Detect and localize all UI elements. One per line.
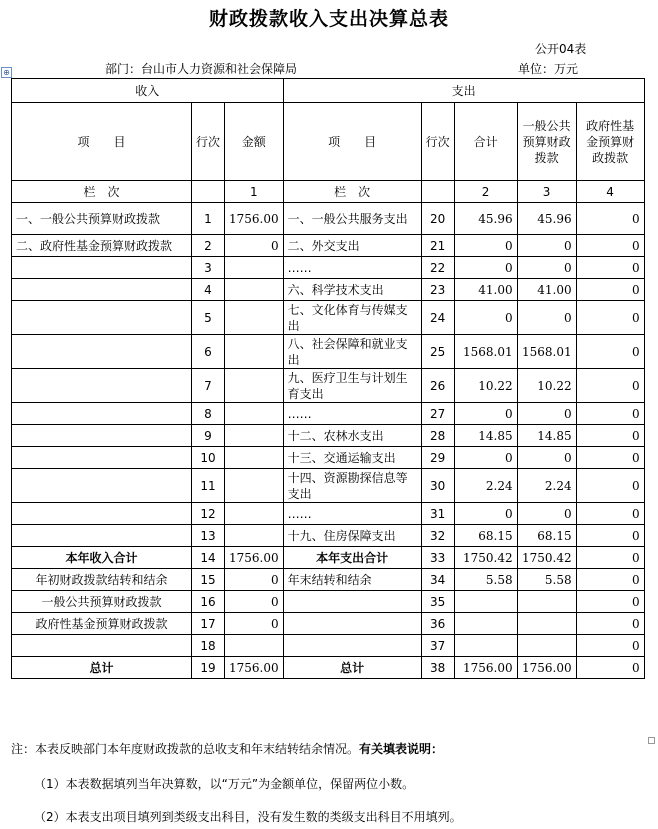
budget-summary-table <box>11 78 645 679</box>
table-row <box>12 657 645 679</box>
general-budget-cell: 10.22 <box>517 369 576 403</box>
column-index-blank-right <box>421 181 454 203</box>
table-row <box>12 425 645 447</box>
income-amount-cell <box>225 403 284 425</box>
table-move-handle-icon[interactable]: ⊕ <box>1 67 12 78</box>
column-index-4: 4 <box>576 181 644 203</box>
income-item-cell: 一、一般公共预算财政拨款 <box>12 203 192 235</box>
expense-total-cell: 1750.42 <box>454 547 517 569</box>
gov-fund-cell: 0 <box>576 369 644 403</box>
income-row-no-cell: 18 <box>192 635 225 657</box>
table-resize-handle[interactable] <box>648 737 655 744</box>
table-row <box>12 235 645 257</box>
expense-item-cell: 十三、交通运输支出 <box>283 447 421 469</box>
income-amount-cell: 1756.00 <box>225 547 284 569</box>
income-item-cell <box>12 425 192 447</box>
expense-item-cell <box>283 591 421 613</box>
expense-total-cell: 5.58 <box>454 569 517 591</box>
general-budget-cell: 0 <box>517 235 576 257</box>
income-amount-cell: 0 <box>225 235 284 257</box>
gov-fund-cell: 0 <box>576 447 644 469</box>
table-row <box>12 591 645 613</box>
income-amount-header: 金额 <box>225 103 284 181</box>
expense-total-cell: 41.00 <box>454 279 517 301</box>
general-budget-cell <box>517 591 576 613</box>
expense-total-cell: 0 <box>454 503 517 525</box>
expense-row-no-cell: 38 <box>421 657 454 679</box>
income-item-cell: 总计 <box>12 657 192 679</box>
gov-fund-cell: 0 <box>576 503 644 525</box>
gov-fund-cell: 0 <box>576 613 644 635</box>
expense-total-cell: 0 <box>454 447 517 469</box>
income-row-no-cell: 3 <box>192 257 225 279</box>
expense-item-cell <box>283 613 421 635</box>
table-row <box>12 403 645 425</box>
expense-total-cell: 0 <box>454 403 517 425</box>
table-row <box>12 469 645 503</box>
expense-total-cell: 0 <box>454 301 517 335</box>
expense-row-no-cell: 20 <box>421 203 454 235</box>
expense-item-cell: 总计 <box>283 657 421 679</box>
income-row-no-cell: 12 <box>192 503 225 525</box>
expense-item-cell: 年末结转和结余 <box>283 569 421 591</box>
income-header: 收入 <box>12 79 284 103</box>
income-row-no-cell: 17 <box>192 613 225 635</box>
table-row <box>12 203 645 235</box>
expense-row-no-cell: 28 <box>421 425 454 447</box>
income-row-no-cell: 4 <box>192 279 225 301</box>
income-item-cell <box>12 403 192 425</box>
general-budget-cell: 5.58 <box>517 569 576 591</box>
expense-total-cell: 0 <box>454 235 517 257</box>
table-row <box>12 335 645 369</box>
income-row-no-cell: 6 <box>192 335 225 369</box>
expense-row-no-cell: 24 <box>421 301 454 335</box>
note-main: 注：本表反映部门本年度财政拨款的总收支和年末结转结余情况。 <box>11 742 360 756</box>
income-amount-cell: 1756.00 <box>225 657 284 679</box>
unit-label: 单位：万元 <box>518 62 579 76</box>
income-amount-cell <box>225 279 284 301</box>
general-budget-cell: 0 <box>517 257 576 279</box>
gov-fund-cell: 0 <box>576 425 644 447</box>
income-row-no-cell: 8 <box>192 403 225 425</box>
income-amount-cell <box>225 257 284 279</box>
gov-fund-cell: 0 <box>576 335 644 369</box>
expense-row-no-cell: 32 <box>421 525 454 547</box>
table-row <box>12 447 645 469</box>
expense-row-no-header: 行次 <box>421 103 454 181</box>
income-item-cell: 本年收入合计 <box>12 547 192 569</box>
note-2: （2）本表支出项目填列到类级支出科目，没有发生数的类级支出科目不用填列。 <box>34 810 462 824</box>
expense-total-cell <box>454 591 517 613</box>
income-item-cell <box>12 301 192 335</box>
expense-total-cell: 68.15 <box>454 525 517 547</box>
income-amount-cell: 0 <box>225 591 284 613</box>
expense-row-no-cell: 30 <box>421 469 454 503</box>
expense-total-cell: 0 <box>454 257 517 279</box>
gov-fund-cell: 0 <box>576 569 644 591</box>
table-row <box>12 257 645 279</box>
gov-fund-cell: 0 <box>576 301 644 335</box>
report-title: 财政拨款收入支出决算总表 <box>208 8 449 30</box>
table-row <box>12 635 645 657</box>
income-amount-cell <box>225 525 284 547</box>
expense-total-cell: 1756.00 <box>454 657 517 679</box>
income-item-cell <box>12 257 192 279</box>
column-index-blank <box>192 181 225 203</box>
expense-item-cell: 二、外交支出 <box>283 235 421 257</box>
income-amount-cell: 0 <box>225 569 284 591</box>
income-row-no-cell: 7 <box>192 369 225 403</box>
expense-item-cell: 本年支出合计 <box>283 547 421 569</box>
expense-total-cell <box>454 613 517 635</box>
expense-item-cell: …… <box>283 257 421 279</box>
income-amount-cell <box>225 335 284 369</box>
expense-item-cell: 六、科学技术支出 <box>283 279 421 301</box>
expense-row-no-cell: 29 <box>421 447 454 469</box>
gov-fund-cell: 0 <box>576 403 644 425</box>
income-row-no-cell: 1 <box>192 203 225 235</box>
income-item-cell: 一般公共预算财政拨款 <box>12 591 192 613</box>
expense-row-no-cell: 35 <box>421 591 454 613</box>
gov-fund-cell: 0 <box>576 203 644 235</box>
expense-row-no-cell: 37 <box>421 635 454 657</box>
income-row-no-cell: 13 <box>192 525 225 547</box>
general-budget-cell: 68.15 <box>517 525 576 547</box>
column-index-1: 1 <box>225 181 284 203</box>
gov-fund-cell: 0 <box>576 635 644 657</box>
income-amount-cell <box>225 635 284 657</box>
table-row <box>12 503 645 525</box>
general-budget-header: 一般公共预算财政拨款 <box>517 103 576 181</box>
table-row <box>12 525 645 547</box>
general-budget-cell: 1750.42 <box>517 547 576 569</box>
column-index-label: 栏 次 <box>12 181 192 203</box>
expense-total-cell: 14.85 <box>454 425 517 447</box>
table-row <box>12 301 645 335</box>
income-item-cell <box>12 369 192 403</box>
general-budget-cell <box>517 613 576 635</box>
gov-fund-cell: 0 <box>576 547 644 569</box>
income-item-cell <box>12 447 192 469</box>
expense-row-no-cell: 21 <box>421 235 454 257</box>
income-amount-cell <box>225 447 284 469</box>
income-item-cell <box>12 469 192 503</box>
expense-row-no-cell: 33 <box>421 547 454 569</box>
expense-row-no-cell: 36 <box>421 613 454 635</box>
column-index-3: 3 <box>517 181 576 203</box>
expense-total-cell: 10.22 <box>454 369 517 403</box>
expense-row-no-cell: 27 <box>421 403 454 425</box>
income-row-no-header: 行次 <box>192 103 225 181</box>
income-item-cell <box>12 503 192 525</box>
expense-item-header: 项 目 <box>283 103 421 181</box>
table-row <box>12 613 645 635</box>
department-label: 部门：台山市人力资源和社会保障局 <box>105 62 298 76</box>
expense-row-no-cell: 22 <box>421 257 454 279</box>
income-amount-cell: 0 <box>225 613 284 635</box>
expense-item-cell: 十四、资源勘探信息等支出 <box>283 469 421 503</box>
table-row <box>12 279 645 301</box>
column-index-2: 2 <box>454 181 517 203</box>
table-row <box>12 569 645 591</box>
income-amount-cell <box>225 369 284 403</box>
income-amount-cell <box>225 503 284 525</box>
table-row <box>12 369 645 403</box>
gov-fund-cell: 0 <box>576 591 644 613</box>
expense-row-no-cell: 31 <box>421 503 454 525</box>
income-item-cell: 政府性基金预算财政拨款 <box>12 613 192 635</box>
expense-header: 支出 <box>283 79 644 103</box>
expense-total-cell: 2.24 <box>454 469 517 503</box>
general-budget-cell: 0 <box>517 403 576 425</box>
gov-fund-cell: 0 <box>576 525 644 547</box>
table-row <box>12 547 645 569</box>
general-budget-cell: 1756.00 <box>517 657 576 679</box>
income-row-no-cell: 2 <box>192 235 225 257</box>
expense-total-header: 合计 <box>454 103 517 181</box>
income-amount-cell <box>225 469 284 503</box>
income-item-cell <box>12 635 192 657</box>
income-row-no-cell: 11 <box>192 469 225 503</box>
column-index-label-right: 栏 次 <box>283 181 421 203</box>
income-row-no-cell: 5 <box>192 301 225 335</box>
expense-row-no-cell: 25 <box>421 335 454 369</box>
table-note <box>11 740 443 757</box>
income-item-header: 项 目 <box>12 103 192 181</box>
income-row-no-cell: 15 <box>192 569 225 591</box>
income-item-cell <box>12 279 192 301</box>
expense-item-cell: 八、社会保障和就业支出 <box>283 335 421 369</box>
gov-fund-cell: 0 <box>576 235 644 257</box>
expense-item-cell: 九、医疗卫生与计划生育支出 <box>283 369 421 403</box>
income-amount-cell <box>225 425 284 447</box>
income-amount-cell: 1756.00 <box>225 203 284 235</box>
note-main-bold: 有关填表说明： <box>359 742 444 756</box>
expense-total-cell <box>454 635 517 657</box>
expense-item-cell <box>283 635 421 657</box>
income-row-no-cell: 14 <box>192 547 225 569</box>
expense-item-cell: …… <box>283 403 421 425</box>
gov-fund-cell: 0 <box>576 657 644 679</box>
gov-fund-cell: 0 <box>576 279 644 301</box>
general-budget-cell: 1568.01 <box>517 335 576 369</box>
expense-row-no-cell: 26 <box>421 369 454 403</box>
income-row-no-cell: 10 <box>192 447 225 469</box>
income-row-no-cell: 9 <box>192 425 225 447</box>
expense-row-no-cell: 23 <box>421 279 454 301</box>
note-1: （1）本表数据填列当年决算数，以“万元”为金额单位，保留两位小数。 <box>34 777 415 791</box>
general-budget-cell <box>517 635 576 657</box>
income-item-cell: 二、政府性基金预算财政拨款 <box>12 235 192 257</box>
income-item-cell <box>12 525 192 547</box>
income-row-no-cell: 16 <box>192 591 225 613</box>
form-code: 公开04表 <box>535 42 587 56</box>
expense-item-cell: 七、文化体育与传媒支出 <box>283 301 421 335</box>
expense-item-cell: 十二、农林水支出 <box>283 425 421 447</box>
expense-item-cell: …… <box>283 503 421 525</box>
general-budget-cell: 0 <box>517 503 576 525</box>
income-row-no-cell: 19 <box>192 657 225 679</box>
expense-item-cell: 一、一般公共服务支出 <box>283 203 421 235</box>
expense-item-cell: 十九、住房保障支出 <box>283 525 421 547</box>
expense-row-no-cell: 34 <box>421 569 454 591</box>
gov-fund-cell: 0 <box>576 469 644 503</box>
income-amount-cell <box>225 301 284 335</box>
general-budget-cell: 14.85 <box>517 425 576 447</box>
general-budget-cell: 0 <box>517 301 576 335</box>
gov-fund-header: 政府性基金预算财政拨款 <box>576 103 644 181</box>
general-budget-cell: 45.96 <box>517 203 576 235</box>
general-budget-cell: 2.24 <box>517 469 576 503</box>
expense-total-cell: 45.96 <box>454 203 517 235</box>
expense-total-cell: 1568.01 <box>454 335 517 369</box>
income-item-cell: 年初财政拨款结转和结余 <box>12 569 192 591</box>
income-item-cell <box>12 335 192 369</box>
general-budget-cell: 0 <box>517 447 576 469</box>
gov-fund-cell: 0 <box>576 257 644 279</box>
general-budget-cell: 41.00 <box>517 279 576 301</box>
